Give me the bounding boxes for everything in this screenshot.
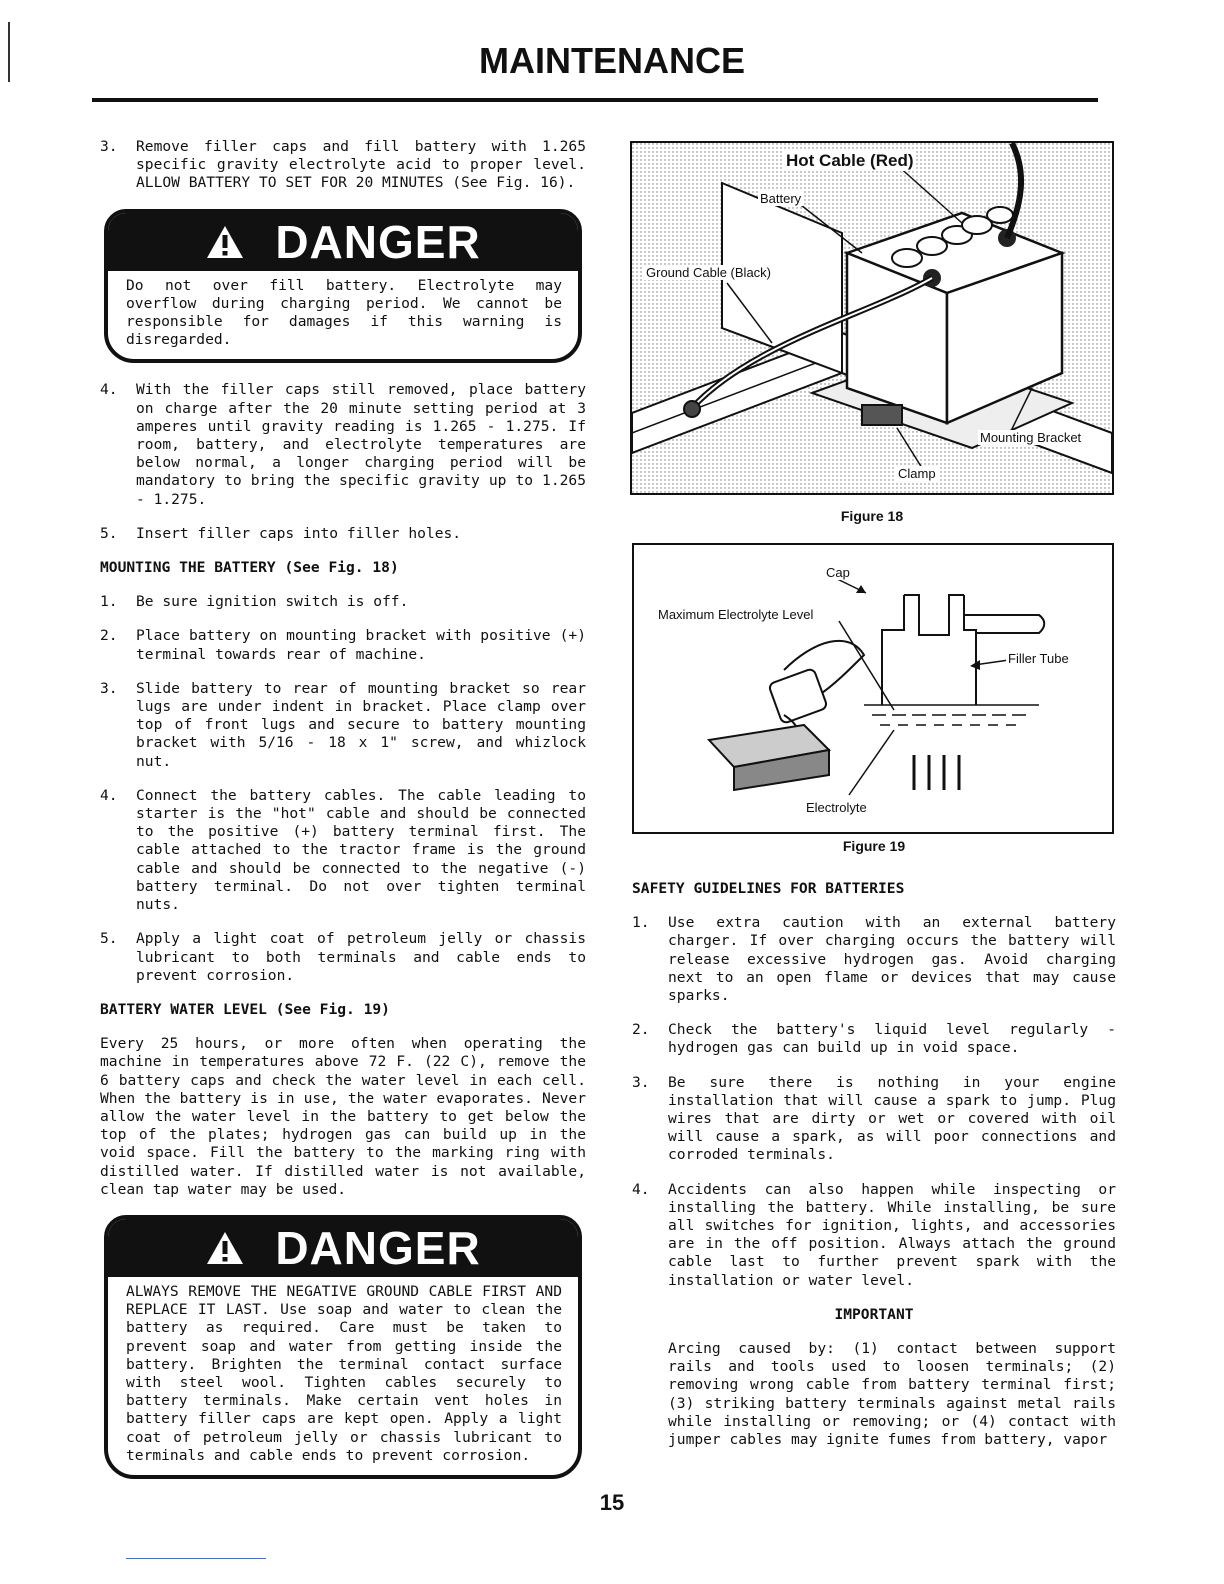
- safety-item: 3. Be sure there is nothing in your engine installation that will cause a spark to jump. Plug wires that are dirty or wet or covered with oil will cause a spark, as will poor connections and corroded terminals.: [632, 1073, 1116, 1164]
- danger-header: [108, 213, 578, 271]
- footer-line: [126, 1558, 266, 1559]
- label-max-electrolyte-level: Maximum Electrolyte Level: [658, 607, 814, 622]
- important-heading: IMPORTANT: [834, 1305, 914, 1323]
- figure-19-caption: Figure 19: [842, 838, 906, 854]
- water-level-heading: BATTERY WATER LEVEL (See Fig. 19): [100, 1000, 390, 1018]
- right-column: [632, 878, 1116, 1465]
- safety-item: 1. Use extra caution with an external battery charger. If over charging occurs the battery will release excessive hydrogen gas. Avoid charging next to an open flame or devices that may cause sparks.: [632, 914, 1116, 1005]
- title-rule: [92, 98, 1098, 102]
- label-cap: Cap: [826, 565, 850, 580]
- label-ground-cable: Ground Cable (Black): [646, 265, 771, 280]
- important-text: Arcing caused by: (1) contact between support rails and tools used to loosen terminals; (2) removing wrong cable from battery terminal first; (3) striking battery terminals against metal rails while installing or removing; or (4) contact with jumper cables may ignite fumes from battery, vapor: [668, 1340, 1116, 1449]
- figure-19-electrolyte-level: [632, 543, 1114, 834]
- danger-box-overfill: [104, 209, 582, 364]
- step-3: 3. Remove filler caps and fill battery with 1.265 specific gravity electrolyte acid to proper level. ALLOW BATTERY TO SET FOR 20 MINUTES (See Fig. 16).: [100, 138, 586, 192]
- safety-heading: SAFETY GUIDELINES FOR BATTERIES: [632, 880, 905, 897]
- label-clamp: Clamp: [898, 466, 936, 481]
- danger-text: ALWAYS REMOVE THE NEGATIVE GROUND CABLE FIRST AND REPLACE IT LAST. Use soap and water to clean the battery as required. Care must be taken to prevent soap and water from getting inside the battery. Brighten the terminal contact surface with steel wool. Tighten cables securely to battery terminals. Make certain vent holes in battery filler caps are kept open. Apply a light coat of petroleum jelly or chassis lubricant to terminals and cable ends to prevent corrosion.: [126, 1282, 562, 1464]
- mounting-item: 3. Slide battery to rear of mounting bracket so rear lugs are under indent in bracket. Place clamp over top of front lugs and secure to battery mounting bracket with 5/16 - 18 x 1" screw, and whizlock nut.: [100, 679, 586, 770]
- danger-text: Do not over fill battery. Electrolyte may overflow during charging period. We cannot be responsible for damages if this warning is disregarded.: [126, 276, 562, 349]
- danger-heading: DANGER: [275, 1221, 481, 1274]
- safety-item: 4. Accidents can also happen while inspecting or installing the battery. While installing, be sure all switches for ignition, lights, and accessories are in the off position. Always attach the ground cable last to further prevent spark with the installation or water level.: [632, 1180, 1116, 1289]
- label-hot-cable: Hot Cable (Red): [786, 151, 914, 170]
- step-4: 4. With the filler caps still removed, place battery on charge after the 20 minute setting period at 3 amperes until gravity reading is 1.265 - 1.275. If room, battery, and electrolyte temperatures are below normal, a longer charging period will be mandatory to bring the specific gravity up to 1.265 - 1.275.: [100, 381, 586, 508]
- figure-18-caption: Figure 18: [840, 508, 904, 524]
- step-5: 5. Insert filler caps into filler holes.: [100, 524, 462, 542]
- danger-header: [108, 1219, 578, 1277]
- mounting-item: 5. Apply a light coat of petroleum jelly or chassis lubricant to both terminals and cable ends to prevent corrosion.: [100, 930, 586, 984]
- danger-box-cleaning: [104, 1215, 582, 1479]
- safety-item: 2. Check the battery's liquid level regularly - hydrogen gas can build up in void space.: [632, 1021, 1116, 1057]
- mounting-item: 2. Place battery on mounting bracket with positive (+) terminal towards rear of machine.: [100, 627, 586, 663]
- mounting-item: 4. Connect the battery cables. The cable leading to starter is the "hot" cable and should be connected to the positive (+) battery terminal first. The cable attached to the tractor frame is the ground cable and should be connected to the negative (-) battery terminal. Do not over tighten terminal nuts.: [100, 786, 586, 914]
- warning-triangle-icon: [205, 224, 245, 260]
- left-column: [100, 138, 586, 1497]
- label-filler-tube: Filler Tube: [1008, 651, 1069, 666]
- electrolyte-level-illustration: [634, 545, 1112, 832]
- mounting-item: 1. Be sure ignition switch is off.: [100, 593, 409, 611]
- water-level-text: Every 25 hours, or more often when operating the machine in temperatures above 72 F. (22 C), remove the 6 battery caps and check the water level in each cell. When the battery is in use, the water evaporates. Never allow the water level in the battery to get below the top of the plates; hydrogen gas can build up in the void space. Fill the battery to the marking ring with distilled water. If distilled water is not available, clean tap water may be used.: [100, 1035, 586, 1198]
- warning-triangle-icon: [205, 1230, 245, 1266]
- page-title: MAINTENANCE: [479, 40, 745, 81]
- mounting-heading: MOUNTING THE BATTERY (See Fig. 18): [100, 559, 399, 577]
- label-battery: Battery: [760, 191, 802, 206]
- label-mounting-bracket: Mounting Bracket: [980, 430, 1082, 445]
- label-electrolyte: Electrolyte: [806, 800, 867, 815]
- figure-18-battery-mounting: [630, 141, 1114, 495]
- danger-heading: DANGER: [275, 215, 481, 268]
- page-number: 15: [599, 1490, 625, 1515]
